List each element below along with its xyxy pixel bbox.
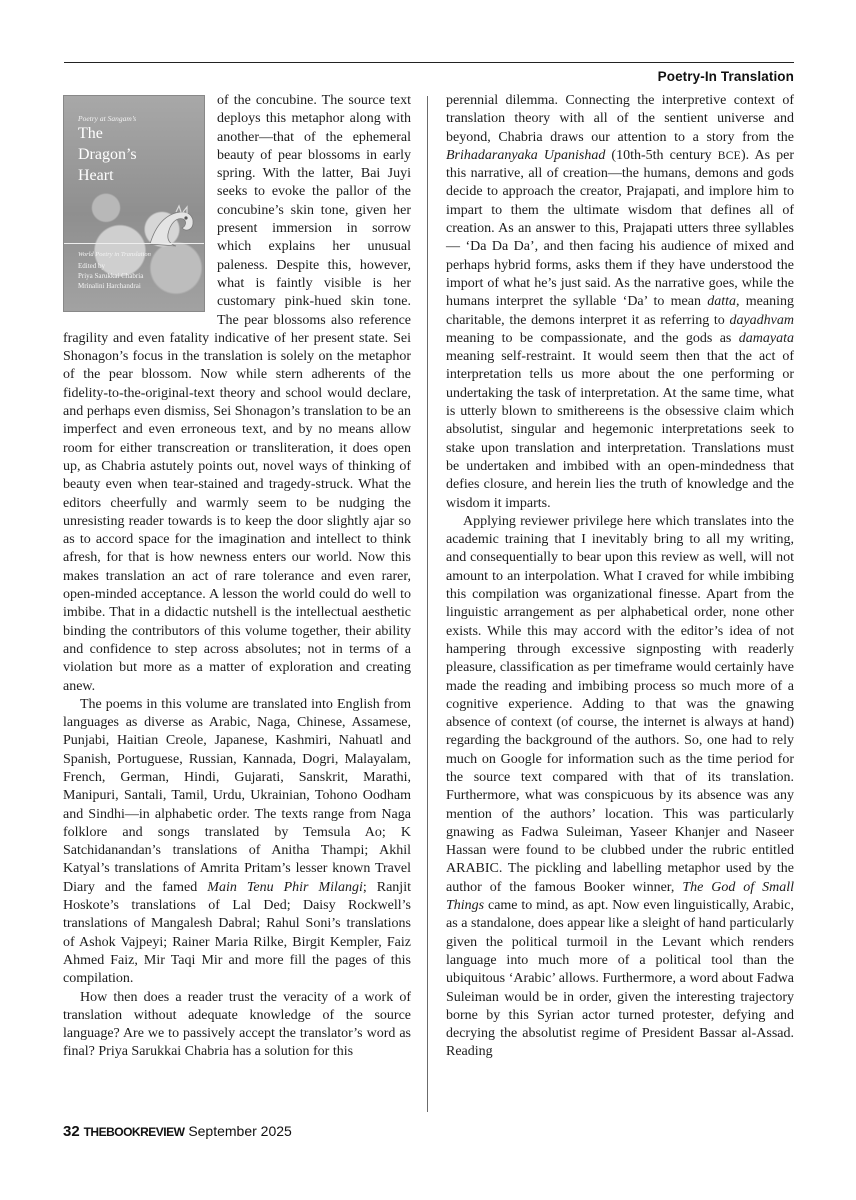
cover-divider [64,243,204,244]
right-column [446,92,794,1062]
body-paragraph: perennial dilemma. Connecting the interpretive context of translation theory with all of the sentient universe and beyond, Chabria draws our attention to a story from the Brihadaranyaka Upanishad (10th-5th century BCE). As per this narrative, all of creation—the humans, demons and gods decide to approach the creator, Prajapati, and implore him to impart to them the ultimate wisdom that defines all of creation. As an answer to this, Prajapati utters three syllables — ‘Da Da Da’, and then facing his audience of mixed and perhaps hybrid forms, asks them if they have understood the import of what he’s just said. As the narrative goes, while the humans interpret the syllable ‘Da’ to mean datta, meaning charitable, the demons interpret it as referring to dayadhvam meaning to be compassionate, and the gods as damayata meaning self-restraint. It would seem then that the act of interpretation tells us more about the one performing or undertaking the task of interpretation. At the same time, what is utterly blown to smithereens is the obsessive claim which absolutist, singular and hegemonic interpretations seek to stake upon translation and interpretation. Translations must be undertaken and imbibed with an open-mindedness that defies closure, and herein lies the truth of knowledge and the wisdom it imparts. [446,93,795,511]
body-paragraph: of the concubine. The source text deploys this metaphor along with another—that of the ephemeral beauty of pear blossoms in early spring. With the latter, Bai Juyi seeks to evoke the pallor of the concubine’s skin tone, given her present immersion in sorrow which explains her unusual paleness. Despite this, however, what is faintly visible is her customary pink-hued skin tone. The pear blossoms also reference fragility and even fatality indicative of her present state. Sei Shonagon’s focus in the translation is solely on the metaphor of the pear blossom. Now while stern adherents of the fidelity-to-the-original-text theory and school would declare, and perhaps even dismiss, Sei Shonagon’s translation to be an imperfect and even erroneous text, and by no means allow room for either transcreation or transliteration, it does open up, as Chabria astutely points out, novel ways of thinking of beauty even when tear-stained and tragedy-struck. What the editors cheerfully and warmly seem to be nudging the unresisting reader towards is to keep the door slightly ajar so as to accord space for the imagination and intellect to think afresh, for that is how newness enters our world. Now this makes translation an act of rare tolerance and even rarer, open-minded acceptance. A lesson the world could do well to imbibe. That in a didactic nutshell is the intellectual aesthetic binding the contributors of this volume together, their ability and confidence to step across absolutes; not in terms of a violation but more as a matter of exploration and creating anew. [63,93,411,694]
cover-editor: Mrinalini Harchandrai [78,282,141,290]
cover-title [78,123,137,186]
cover-series: Poetry at Sangam’s [78,114,137,123]
cover-title-line: Heart [78,167,114,184]
cover-edited-by: Edited by [78,262,106,270]
cover-editor: Priya Sarukkai Chabria [78,272,144,280]
book-title-italic: Main Tenu Phir Milangi [207,879,363,895]
text-title-italic: Brihadaranyaka Upanishad [446,147,606,163]
page-number: 32 [63,1123,80,1140]
era-abbreviation: BCE [717,149,741,162]
page-footer [63,1123,292,1140]
left-column [63,92,411,1062]
cover-title-line: The [78,125,103,142]
header-rule [64,62,794,63]
column-divider [427,96,428,1112]
issue-date: September 2025 [188,1123,292,1139]
book-title-italic: The God of Small Things [446,879,794,914]
term-italic: dayadhvam [729,312,794,328]
section-title: Poetry-In Translation [657,69,794,84]
cover-title-line: Dragon’s [78,146,137,163]
body-paragraph: Applying reviewer privilege here which translates into the academic training that I inevitably bring to all my writing, and consequentially to bear upon this review as well, will not amount to an interpolation. What I craved for while imbibing this compilation was organizational finesse. Apart from the linguistic arrangement as per alphabetical order, none other exists. While this may accord with the editor’s idea of not hampering through excessive signposting with readerly pleasure, classification as per timeframe would certainly have made the reading and imbibing process so much more of a cognitive experience. Adding to that was the gnawing absence of context (of course, the internet is always at hand) regarding the background of the authors. So, one had to rely much on Google for information such as the time period for the source text compared with that of its translation. Furthermore, what was conspicuous by its absence was any mention of the authors’ location. This was particularly gnawing as Fadwa Suleiman, Yaseer Khanjer and Naseer Hassan were found to be clubbed under the rubric entitled ARABIC. The pickling and labelling metaphor used by the author of the famous Booker winner, The God of Small Things came to mind, as apt. Now even linguistically, Arabic, as a standalone, does appear like a sleight of hand particularly given the political turmoil in the Levant which renders language into much more of a political tool than the ubiquitous ‘Arabic’ allows. Furthermore, a word about Fadwa Suleiman would be in order, given the interesting trajectory borne by this Syrian actor turned protester, defying and decrying the absolutist regime of President Bassar al-Assad. Reading [446,513,794,1060]
term-italic: damayata [738,330,794,346]
body-paragraph: How then does a reader trust the veracity of a work of translation without adequate knowledge of the source language? Are we to passively accept the translator’s word as final? Priya Sarukkai Chabria has a solution for this [63,989,411,1060]
book-cover-image [63,95,205,312]
publication-logo: THEBOOKREVIEW [83,1125,185,1139]
body-paragraph: The poems in this volume are translated into English from languages as diverse as Arabic, Naga, Chinese, Assamese, Punjabi, Haitian Creole, Japanese, Kashmiri, Nahuatl and Spanish, Portuguese, Russian, Kannada, Dogri, Malayalam, French, German, Hindi, Gujarati, Sanskrit, Marathi, Manipuri, Santali, Tamil, Urdu, Ukrainian, Tohono Oodham and Sindhi—in alphabetic order. The texts range from Naga folklore and songs translated by Temsula Ao; K Satchidanandan’s translations of Anitha Thampi; Akhil Katyal’s translations of Amrita Pritam’s lesser known Travel Diary and the famed Main Tenu Phir Milangi; Ranjit Hoskote’s translations of Lal Ded; Daisy Rockwell’s translations of Mangalesh Dabral; Rahul Soni’s translations of Ashok Vajpeyi; Rainer Maria Rilke, Birgit Kempler, Faiz Ahmed Faiz, Mir Taqi Mir and more fill the pages of this compilation. [63,696,411,987]
cover-subtitle: World Poetry in Translation [78,251,151,258]
term-italic: datta [707,294,737,310]
